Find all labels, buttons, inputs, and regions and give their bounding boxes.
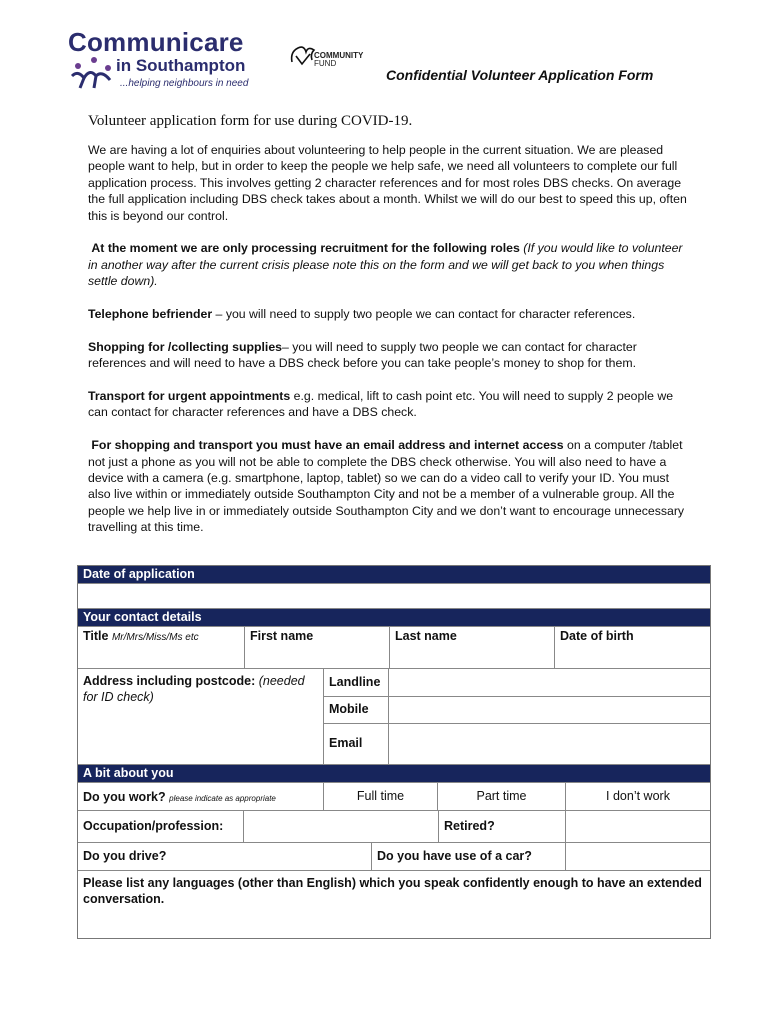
requirements-heading: For shopping and transport you must have an email address and internet access [91, 438, 564, 453]
requirements-text: on a computer /tablet not just a phone as you will not be able to complete the DBS check otherwise. You will also need to have a device with a camera (e.g. smartphone, laptop, tablet) so we can do a video call to verify your ID. You must also live within or immediately outside Southampton City and not be a member of a vulnerable group. All the people we help live in or immediately outside Southampton City and we don’t want to encourage unnecessary travelling at this time. [88, 438, 685, 535]
use-of-car-label: Do you have use of a car? [371, 843, 565, 870]
intro-paragraph: We are having a lot of enquiries about volunteering to help people in the current situation. We are pleased people want to help, but in order to keep the people we help safe, we need all volunteers to complete our full application process. This involves getting 2 character references and for most roles DBS checks. On average the full application including DBS check takes about a month. Whilst we will do our best to speed this up, often this is beyond our control. [88, 143, 687, 223]
roles-paragraph [88, 240, 688, 289]
role-shopping-text: – you will need to supply two people we can contact for character references and will need to have a DBS check before you can take people’s money to shop for them. [88, 339, 637, 371]
do-you-work-field [78, 783, 323, 810]
landline-label: Landline [329, 675, 381, 689]
address-field[interactable] [78, 669, 323, 764]
role-transport-title: Transport for urgent appointments [88, 389, 291, 404]
title-label: Title [83, 629, 109, 643]
languages-row [78, 870, 710, 938]
date-of-birth-label: Date of birth [560, 629, 634, 643]
fund-name-line1: COMMUNITY [314, 51, 364, 60]
community-fund-logo [314, 52, 363, 68]
mobile-label: Mobile [329, 702, 369, 716]
occupation-row [78, 810, 710, 842]
title-hint: Mr/Mrs/Miss/Ms etc [111, 632, 199, 643]
role-telephone [88, 306, 688, 322]
role-transport-text: e.g. medical, lift to cash point etc. You will need to supply 2 people we can contact for character references and have a DBS check. [88, 389, 674, 420]
title-field[interactable] [78, 627, 244, 668]
date-of-application-field[interactable] [78, 584, 710, 608]
languages-field[interactable] [78, 871, 710, 938]
do-you-drive-field[interactable] [78, 843, 371, 870]
part-time-option[interactable]: Part time [437, 783, 565, 810]
role-shopping [88, 339, 688, 372]
occupation-field[interactable] [243, 811, 438, 842]
requirements-paragraph [88, 437, 688, 535]
email-field[interactable] [388, 724, 710, 764]
fund-name-line2: FUND [314, 59, 337, 68]
retired-field[interactable] [565, 811, 710, 842]
address-hint: (needed for ID check) [83, 674, 305, 704]
address-label: Address including postcode: [83, 674, 256, 688]
retired-label: Retired? [438, 811, 565, 842]
email-label: Email [329, 736, 363, 750]
intro-lead: Volunteer application form for use during COVID-19. [88, 113, 413, 129]
email-row [324, 723, 710, 764]
last-name-field[interactable] [389, 627, 554, 668]
languages-label: Please list any languages (other than English) which you speak confidently enough to have an extended conversation. [83, 876, 702, 906]
role-shopping-title: Shopping for /collecting supplies [88, 339, 283, 354]
first-name-field[interactable] [244, 627, 389, 668]
role-telephone-text: – you will need to supply two people we can contact for character references. [212, 307, 636, 322]
first-name-label: First name [250, 629, 314, 643]
application-form-table [77, 565, 711, 939]
intro-text [88, 112, 688, 552]
org-name: Communicare [68, 27, 244, 57]
contact-details-header: Your contact details [78, 608, 710, 626]
use-of-car-field[interactable] [565, 843, 710, 870]
role-transport [88, 388, 688, 421]
phone-email-block [323, 669, 710, 764]
work-row [78, 782, 710, 810]
landline-field[interactable] [388, 669, 710, 696]
full-time-option[interactable]: Full time [323, 783, 437, 810]
landline-row [324, 669, 710, 696]
people-figures-icon [70, 56, 116, 90]
date-of-application-row [78, 583, 710, 608]
do-you-work-hint: please indicate as appropriate [169, 794, 276, 803]
do-you-work-label: Do you work? [83, 790, 166, 804]
address-row [78, 668, 710, 764]
name-row [78, 626, 710, 668]
role-telephone-title: Telephone befriender [88, 307, 213, 322]
do-you-drive-label: Do you drive? [83, 849, 167, 863]
date-of-application-header: Date of application [78, 566, 710, 583]
mobile-row [324, 696, 710, 723]
roles-note: (If you would like to volunteer in another way after the current crisis please note this on the form and we will get back to you when things settle down). [88, 241, 683, 289]
mobile-field[interactable] [388, 697, 710, 723]
about-you-header: A bit about you [78, 764, 710, 782]
org-location: in Southampton [116, 56, 246, 75]
date-of-birth-field[interactable] [554, 627, 710, 668]
org-tagline: ...helping neighbours in need [120, 78, 249, 89]
occupation-label: Occupation/profession: [83, 819, 224, 833]
drive-row [78, 842, 710, 870]
form-title: Confidential Volunteer Application Form [386, 67, 654, 83]
dont-work-option[interactable]: I don’t work [565, 783, 710, 810]
roles-heading: At the moment we are only processing recruitment for the following roles [91, 241, 520, 256]
last-name-label: Last name [395, 629, 457, 643]
